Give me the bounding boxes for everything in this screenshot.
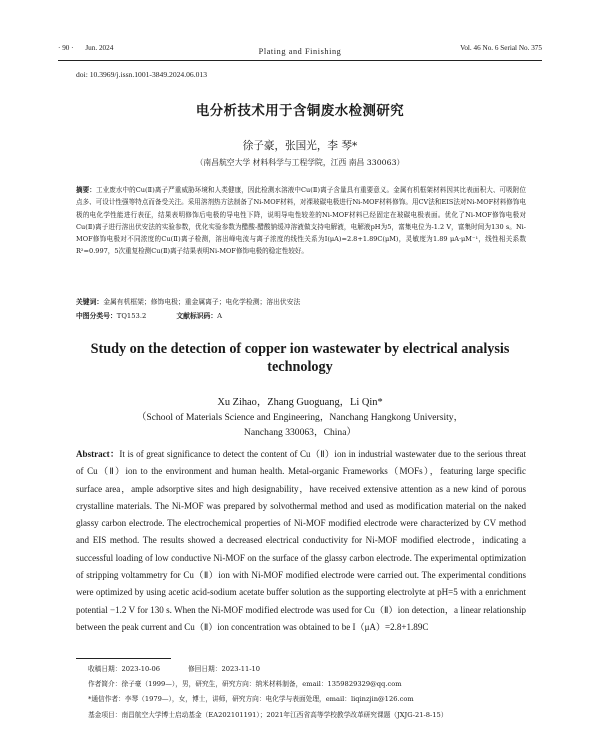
corresponding-info: 李琴（1979—），女，博士，讲师，研究方向：电化学与表面处理，email：liqinzjin@126.com bbox=[124, 695, 414, 704]
running-header bbox=[58, 44, 542, 58]
chinese-abstract bbox=[76, 184, 526, 258]
english-authors: Xu Zihao，Zhang Guoguang，Li Qin* bbox=[217, 397, 383, 408]
volume-info: Vol. 46 No. 6 Serial No. 375 bbox=[460, 44, 542, 52]
class-label: 中图分类号： bbox=[76, 312, 117, 320]
chinese-abstract-text: 工业废水中的Cu(Ⅱ)离子严重威胁环境和人类健康，因此检测水溶液中Cu(Ⅱ)离子含量具有重要意义。金属有机框架材料因其比表面积大、可吸附位点多、可设计性强等特点而备受关注。采用溶剂热方法制备了Ni-MOF材料，对裸玻碳电极进行Ni-MOF材料修饰。用CV法和EIS法对Ni-MOF材料修饰电极的电化学性能进行表征，结果表明修饰后电极的导电性下降，说明导电性较差的Ni-MOF材料已经固定在玻碳电极表面。优化了Ni-MOF修饰电极对Cu(Ⅱ)离子进行溶出伏安法的实验参数，优化实验参数为醋酸-醋酸钠缓冲溶液做支持电解液，电解液pH为5，富集电位为-1.2 V，富集时间为130 s。Ni-MOF修饰电极对不同浓度的Cu(Ⅱ)离子检测，溶出峰电流与离子浓度的线性关系为I(μA)=2.8+1.89C(μM)，灵敏度为1.89 μA·μM⁻¹，线性相关系数R²=0.997，5次重复检测Cu(Ⅱ)离子结果表明Ni-MOF修饰电极的稳定性较好。 bbox=[76, 186, 526, 256]
header-rule bbox=[58, 60, 542, 61]
english-abstract-text: It is of great significance to detect the content of Cu（Ⅱ）ion in industrial wastewater due to the serious threat of Cu（Ⅱ）ion to the environment and human health. Metal-organic Frameworks（MOFs），featuring large specific surface area，ample adsorptive sites and high designability，have received extensive attention as a new kind of porous crystalline materials. The Ni-MOF was prepared by solvothermal method and used as modification material on the naked glassy carbon electrode. The electrochemical properties of Ni-MOF modified electrode were characterized by CV method and EIS method. The results showed a decreased electrical conductivity for Ni-MOF modified electrode，indicating a successful loading of low conductive Ni-MOF on the surface of the glassy carbon electrode. The experimental optimization of stripping voltammetry for Cu（Ⅱ）ion with Ni-MOF modified electrode were carried out. The experimental conditions were optimized by using acetic acid-sodium acetate buffer solution as the supporting electrolyte at pH=5 with a enrichment potential −1.2 V for 130 s. When the Ni-MOF modified electrode was used for Cu（Ⅱ）ion detection，a linear relationship between the peak current and Cu（Ⅱ）ion concentration was obtained to be I（μA）=2.8+1.89C bbox=[76, 449, 526, 632]
english-affiliation-line1: （School of Materials Science and Engineering，Nanchang Hangkong University， bbox=[136, 412, 464, 423]
chinese-keywords bbox=[76, 297, 526, 308]
chinese-abstract-label: 摘要： bbox=[76, 186, 96, 194]
english-abstract bbox=[76, 446, 526, 636]
journal-name: Plating and Finishing bbox=[258, 47, 342, 56]
english-affiliation-line2: Nanchang 330063，China） bbox=[243, 427, 357, 438]
classification-line bbox=[76, 311, 526, 322]
footnote-author bbox=[88, 677, 548, 692]
issue-date: Jun. 2024 bbox=[85, 44, 114, 52]
doi: doi: 10.3969/j.issn.1001-3849.2024.06.013 bbox=[76, 70, 207, 79]
keywords-label: 关键词： bbox=[76, 298, 104, 306]
footnote-rule bbox=[76, 658, 171, 659]
chinese-title: 电分析技术用于含铜废水检测研究 bbox=[195, 104, 405, 119]
corresponding-label: *通信作者： bbox=[88, 695, 125, 704]
page-number: · 90 · bbox=[58, 44, 74, 52]
author-info: 徐子豪（1999—），男，研究生，研究方向：纳米材料制备，email：1359829329@qq.com bbox=[121, 680, 402, 689]
english-title-line2: technology bbox=[267, 359, 333, 375]
english-title bbox=[0, 340, 600, 376]
english-affiliation bbox=[0, 410, 600, 440]
doc-code-label: 文献标识码： bbox=[176, 312, 218, 320]
received-date: 2023-10-06 bbox=[121, 665, 160, 673]
english-title-line1: Study on the detection of copper ion wastewater by electrical analysis bbox=[90, 341, 510, 357]
footnote-corresponding bbox=[88, 692, 548, 707]
chinese-authors: 徐子豪，张国光，李 琴* bbox=[242, 140, 358, 152]
keywords-text: 金属有机框架；修饰电极；重金属离子；电化学检测；溶出伏安法 bbox=[103, 298, 301, 306]
footnote-fund bbox=[88, 708, 548, 723]
author-label: 作者简介： bbox=[88, 680, 122, 689]
english-abstract-label: Abstract： bbox=[76, 449, 120, 459]
revised-label: 修回日期： bbox=[188, 665, 222, 673]
chinese-affiliation: （南昌航空大学 材料科学与工程学院，江西 南昌 330063） bbox=[195, 158, 405, 167]
doc-code-value: A bbox=[217, 312, 223, 320]
fund-label: 基金项目： bbox=[88, 710, 122, 719]
fund-info: 南昌航空大学博士启动基金（EA202101191）；2021年江西省高等学校教学改革研究课题（JXJG-21-8-15） bbox=[121, 710, 448, 719]
footnote-dates bbox=[88, 662, 548, 677]
revised-date: 2023-11-10 bbox=[221, 665, 260, 673]
class-value: TQ153.2 bbox=[116, 312, 147, 320]
received-label: 收稿日期： bbox=[88, 665, 122, 673]
footnotes bbox=[88, 662, 548, 723]
